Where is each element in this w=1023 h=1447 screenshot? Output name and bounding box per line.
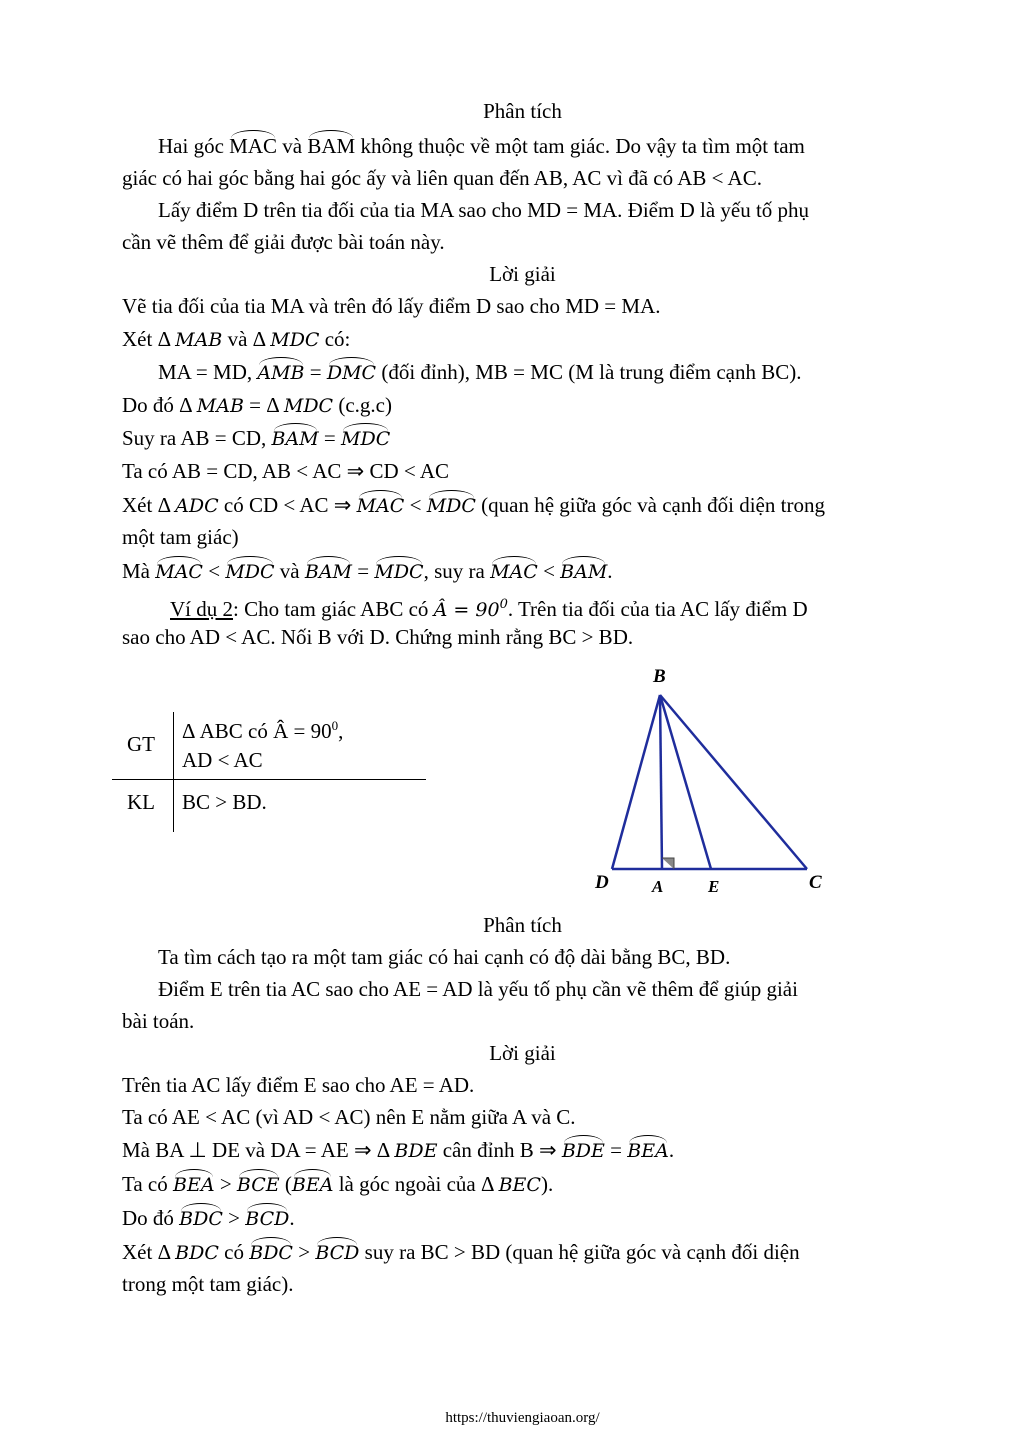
label-c: C xyxy=(809,872,822,893)
solution-line: Do đó BDC > BCD. xyxy=(122,1203,295,1234)
right-angle-mark xyxy=(662,858,674,869)
solution-line: MA = MD, AMB = DMC (đối đỉnh), MB = MC (M là trung điểm cạnh BC). xyxy=(158,357,802,388)
analysis-heading: Phân tích xyxy=(483,913,562,937)
analysis-line: Điểm E trên tia AC sao cho AE = AD là yếu tố phụ cần vẽ thêm để giúp giải xyxy=(158,977,798,1001)
table-divider xyxy=(112,779,426,780)
analysis-line: Hai góc MAC và BAM không thuộc về một tam giác. Do vậy ta tìm một tam xyxy=(158,131,805,161)
given-line: AD < AC xyxy=(182,748,263,772)
segment-bd xyxy=(612,695,660,869)
solution-line: một tam giác) xyxy=(122,525,239,549)
given-line: Δ ABC có Â = $90^0$, xyxy=(182,718,344,743)
solution-line: Vẽ tia đối của tia MA và trên đó lấy điểm D sao cho MD = MA. xyxy=(122,294,661,318)
segment-ba xyxy=(660,695,662,869)
triangle-figure xyxy=(590,662,840,898)
solution-line: Xét Δ ADC có CD < AC ⇒ MAC < MDC (quan hệ giữa góc và cạnh đối diện trong xyxy=(122,490,825,521)
solution-line: Ta có AE < AC (vì AD < AC) nên E nằm giữa A và C. xyxy=(122,1105,576,1129)
given-conclusion-table xyxy=(112,712,426,832)
example-line: sao cho AD < AC. Nối B với D. Chứng minh rằng BC > BD. xyxy=(122,625,634,649)
solution-line: Xét Δ MAB và Δ MDC có: xyxy=(122,327,351,351)
example-label: Ví dụ 2 xyxy=(170,597,233,621)
solution-heading: Lời giải xyxy=(489,1041,556,1065)
solution-heading: Lời giải xyxy=(489,262,556,286)
analysis-line: giác có hai góc bằng hai góc ấy và liên quan đến AB, AC vì đã có AB < AC. xyxy=(122,166,762,190)
example-line: Ví dụ 2: Cho tam giác ABC có Â = $90^0$. Trên tia đối của tia AC lấy điểm D xyxy=(170,597,808,621)
footer-url: https://thuviengiaoan.org/ xyxy=(445,1410,600,1426)
angle-symbol: BAM xyxy=(307,131,355,161)
solution-line: Trên tia AC lấy điểm E sao cho AE = AD. xyxy=(122,1073,475,1097)
solution-line: Mà BA ⊥ DE và DA = AE ⇒ Δ BDE cân đỉnh B ⇒ BDE = BEA. xyxy=(122,1135,674,1166)
analysis-line: bài toán. xyxy=(122,1009,195,1033)
analysis-line: Lấy điểm D trên tia đối của tia MA sao cho MD = MA. Điểm D là yếu tố phụ xyxy=(158,198,810,222)
label-e: E xyxy=(708,877,720,896)
solution-line: Xét Δ BDC có BDC > BCD suy ra BC > BD (quan hệ giữa góc và cạnh đối diện xyxy=(122,1237,800,1268)
conclusion-line: BC > BD. xyxy=(182,790,267,814)
gt-label: GT xyxy=(127,732,155,756)
segment-bc xyxy=(660,695,807,869)
analysis-line: Ta tìm cách tạo ra một tam giác có hai cạnh có độ dài bằng BC, BD. xyxy=(158,945,731,969)
label-a: A xyxy=(652,877,664,896)
segment-be xyxy=(660,695,711,869)
table-divider xyxy=(173,712,174,832)
solution-line: Ta có BEA > BCE (BEA là góc ngoài của Δ BEC). xyxy=(122,1169,553,1200)
solution-line: trong một tam giác). xyxy=(122,1272,294,1296)
kl-label: KL xyxy=(127,790,155,814)
label-b: B xyxy=(653,666,666,687)
analysis-heading: Phân tích xyxy=(483,99,562,123)
label-d: D xyxy=(595,872,609,893)
angle-symbol: MAC xyxy=(229,131,277,161)
analysis-line: cần vẽ thêm để giải được bài toán này. xyxy=(122,230,445,254)
solution-line: Do đó Δ MAB = Δ MDC (c.g.c) xyxy=(122,393,392,417)
solution-line: Mà MAC < MDC và BAM = MDC, suy ra MAC < BAM. xyxy=(122,556,613,587)
solution-line: Ta có AB = CD, AB < AC ⇒ CD < AC xyxy=(122,459,450,483)
solution-line: Suy ra AB = CD, BAM = MDC xyxy=(122,423,390,454)
